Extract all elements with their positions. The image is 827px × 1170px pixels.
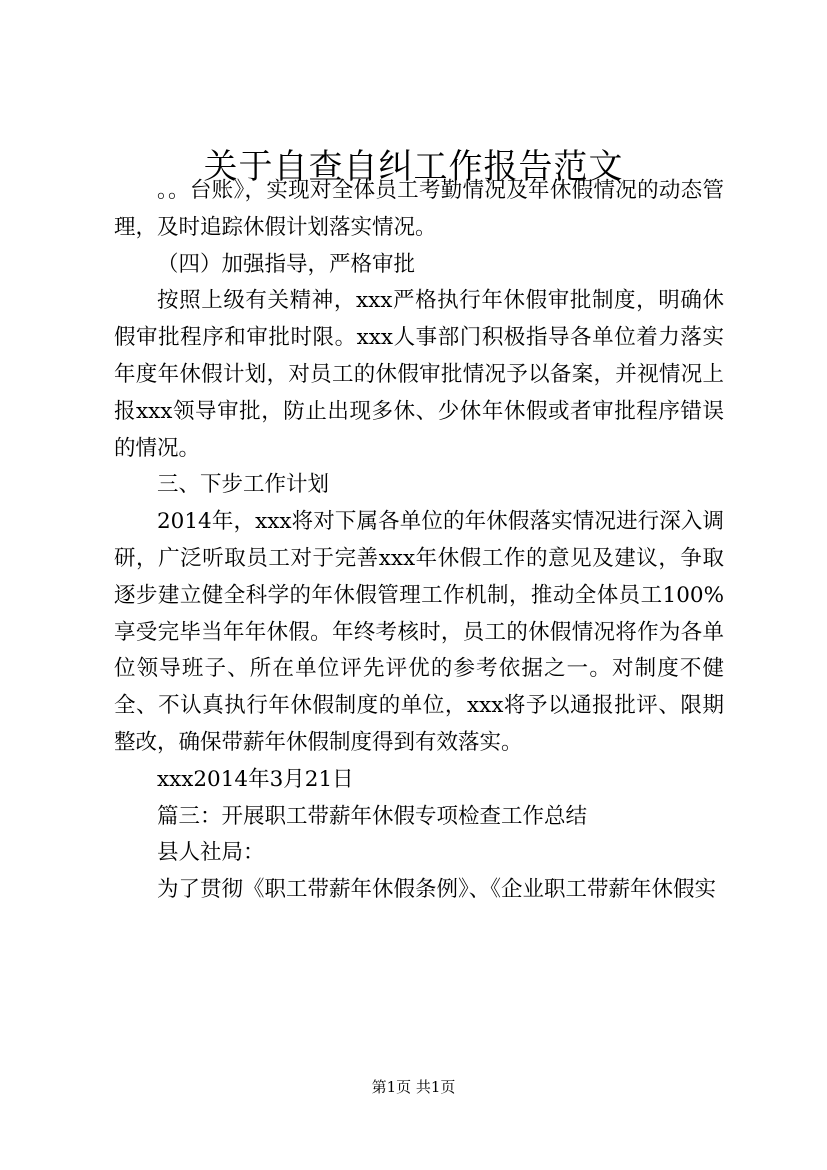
page-number-footer: 第1页 共1页 [371,1078,456,1096]
paragraph-approval: 按照上级有关精神，xxx严格执行年休假审批制度，明确休假审批程序和审批时限。xxx人事部门积极指导各单位着力落实年度年休假计划，对员工的休假审批情况予以备案，并视情况上报xxx领导审批，防止出现多休、少休年休假或者审批程序错误的情况。 [114,288,724,461]
document-title: 关于自查自纠工作报告范文 [203,147,624,187]
heading-next-steps: 三、下步工作计划 [157,472,330,498]
document-body [114,173,724,909]
paragraph-intro-part-three: 为了贯彻《职工带薪年休假条例》、《企业职工带薪年休假实 [157,877,717,903]
paragraph-ledger-continuation: 。。台账》，实现对全体员工考勤情况及年休假情况的动态管理，及时追踪休假计划落实情况。 [114,178,724,240]
paragraph-plan-2014: 2014年，xxx将对下属各单位的年休假落实情况进行深入调研，广泛听取员工对于完善xxx年休假工作的意见及建议，争取逐步建立健全科学的年休假管理工作机制，推动全体员工100%享受完毕当年年休假。年终考核时，员工的休假情况将作为各单位领导班子、所在单位评先评优的参考依据之一。对制度不健全、不认真执行年休假制度的单位，xxx将予以通报批评、限期整改，确保带薪年休假制度得到有效落实。 [114,509,724,755]
signature-date: xxx2014年3月21日 [157,766,354,792]
heading-part-three: 篇三：开展职工带薪年休假专项检查工作总结 [157,803,588,829]
heading-section-four: （四）加强指导，严格审批 [157,251,416,277]
addressee: 县人社局： [157,840,265,866]
